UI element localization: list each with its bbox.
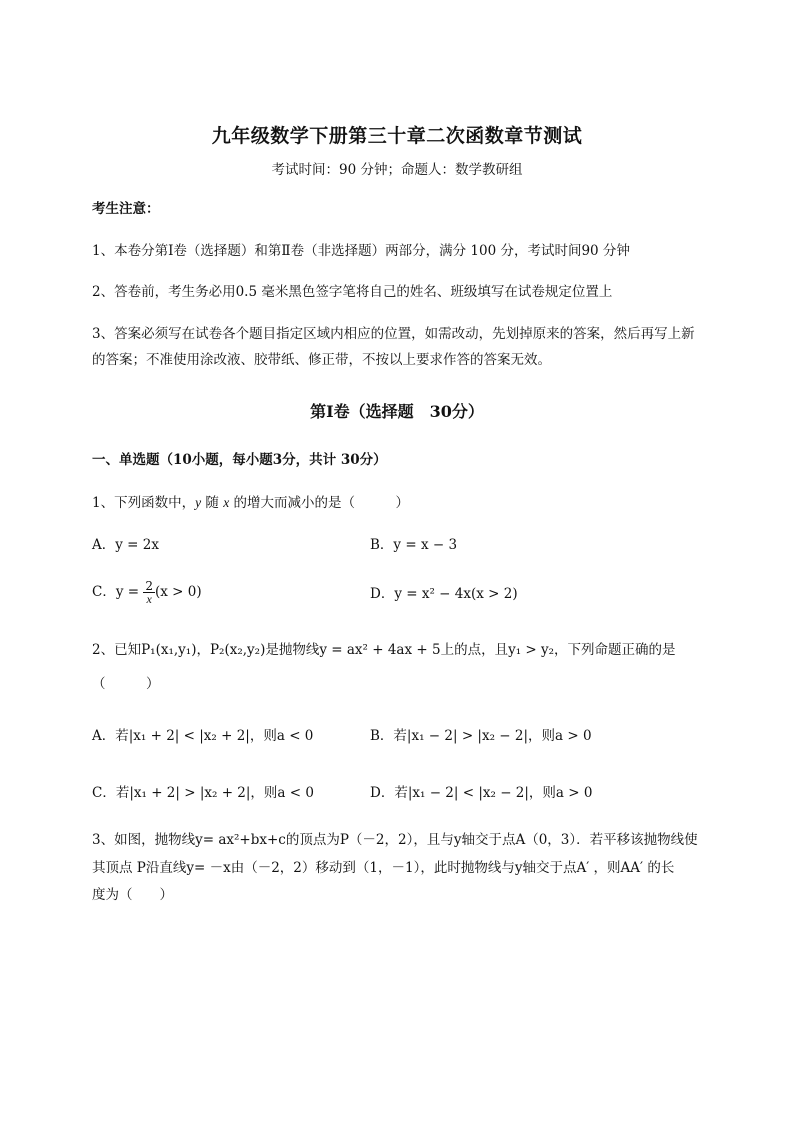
- part-heading: 一、单选题（10小题，每小题3分，共计 30分）: [92, 452, 387, 468]
- question-2-stem: 2、已知P₁(x₁,y₁)，P₂(x₂,y₂)是抛物线y = ax² + 4ax + 5上的点，且y₁ > y₂，下列命题正确的是: [92, 642, 676, 658]
- question-1-option-c-fraction: [143, 580, 155, 605]
- question-1-option-c: [92, 580, 202, 605]
- question-3-stem-line-2: 其顶点 P沿直线y= －x由（－2，2）移动到（1，－1），此时抛物线与y轴交于点A′ ，则AA′ 的长: [92, 860, 675, 876]
- question-2-stem-continued: （ ）: [92, 676, 160, 692]
- question-1-var-y: y: [195, 495, 202, 510]
- question-1-option-c-tail: (x > 0): [155, 584, 202, 600]
- notice-item-3-continued: 的答案；不准使用涂改液、胶带纸、修正带，不按以上要求作答的答案无效。: [92, 352, 551, 368]
- question-1-stem-b: 随: [201, 495, 224, 511]
- exam-subtitle: 考试时间：90 分钟；命题人：数学教研组: [271, 162, 523, 178]
- fraction-numerator: 2: [145, 579, 153, 593]
- question-1-option-d: D．y = x² − 4x(x > 2): [370, 586, 518, 602]
- notice-item-3: 3、答案必须写在试卷各个题目指定区域内相应的位置，如需改动，先划掉原来的答案，然后再写上新: [92, 326, 695, 342]
- question-1-option-c-label: C．y =: [92, 584, 144, 600]
- question-3-stem-line-3: 度为（ ）: [92, 887, 173, 903]
- notice-item-2: 2、答卷前，考生务必用0.5 毫米黑色签字笔将自己的姓名、班级填写在试卷规定位置上: [92, 284, 613, 300]
- fraction-denominator: x: [146, 592, 152, 606]
- question-2-option-c: C．若|x₁ + 2| > |x₂ + 2|，则a < 0: [92, 785, 314, 801]
- question-2-option-d: D．若|x₁ − 2| < |x₂ − 2|，则a > 0: [370, 785, 593, 801]
- question-2-option-a: A．若|x₁ + 2| < |x₂ + 2|，则a < 0: [92, 728, 314, 744]
- question-2-option-b: B．若|x₁ − 2| > |x₂ − 2|，则a > 0: [370, 728, 592, 744]
- notice-heading: 考生注意：: [92, 201, 160, 217]
- question-1-stem-c: 的增大而减小的是（ ）: [229, 495, 409, 511]
- section-title: 第Ⅰ卷（选择题 30分）: [310, 402, 484, 421]
- question-1-option-b: B．y = x − 3: [370, 537, 458, 553]
- question-1-stem-a: 1、下列函数中，: [92, 495, 196, 511]
- question-3-stem-line-1: 3、如图，抛物线y= ax²+bx+c的顶点为P（－2，2），且与y轴交于点A（0，3）．若平移该抛物线使: [92, 832, 698, 848]
- question-1-option-a: A．y = 2x: [92, 537, 159, 553]
- exam-title: 九年级数学下册第三十章二次函数章节测试: [211, 125, 583, 147]
- question-1-stem: [92, 489, 752, 517]
- notice-item-1: 1、本卷分第Ⅰ卷（选择题）和第Ⅱ卷（非选择题）两部分，满分 100 分，考试时间90 分钟: [92, 243, 630, 259]
- question-1-var-x: x: [223, 495, 230, 510]
